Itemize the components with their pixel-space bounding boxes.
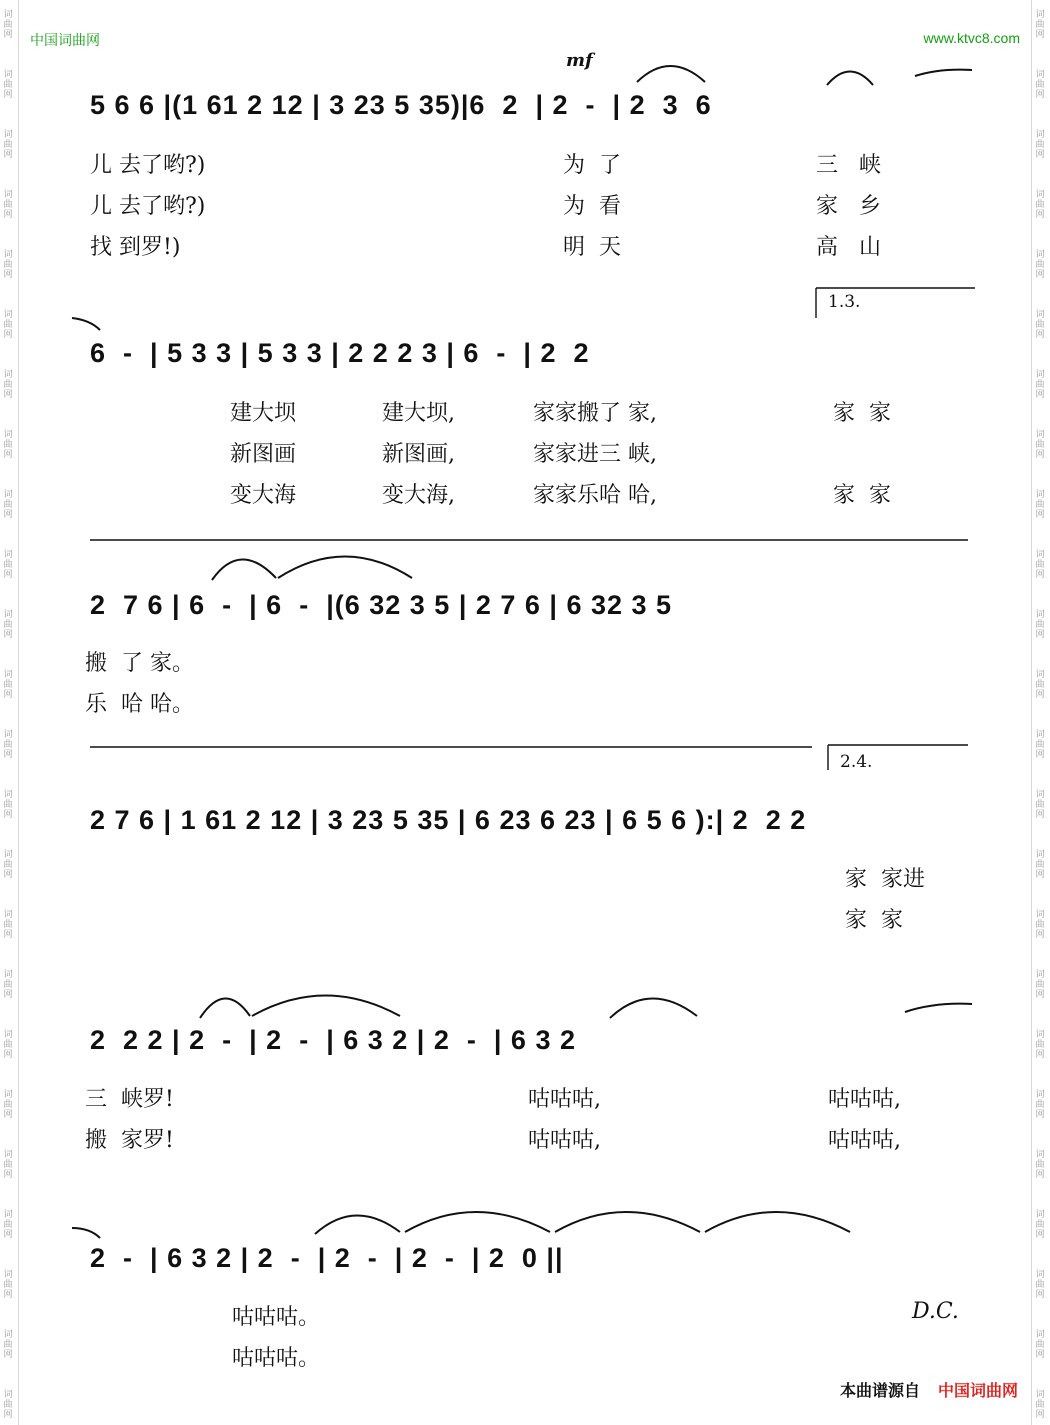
lyric-verse-1: 家 家进	[845, 867, 925, 892]
da-capo-marking: D.C.	[912, 1299, 959, 1324]
notation-line: 2 - | 6 3 2 | 2 - | 2 - | 2 - | 2 0 ||	[90, 1243, 564, 1273]
source-credit	[840, 1378, 1018, 1401]
edge-watermark-mark: 词 曲 网	[1035, 1210, 1045, 1240]
edge-watermark-mark: 词 曲 网	[3, 730, 13, 760]
edge-watermark-mark: 词 曲 网	[3, 310, 13, 340]
lyric-verse-2: 咕咕咕,	[528, 1128, 601, 1153]
lyric-verse-1: 咕咕咕。	[232, 1305, 321, 1330]
dynamic-marking: mf	[566, 50, 593, 71]
slur	[200, 998, 250, 1018]
edge-watermark-mark: 词 曲 网	[3, 190, 13, 220]
lyric-verse-3: 找 到罗!)	[90, 235, 181, 260]
edge-watermark-mark: 词 曲 网	[1035, 10, 1045, 40]
edge-watermark-mark: 词 曲 网	[1035, 670, 1045, 700]
lyric-verse-1: 咕咕咕,	[528, 1087, 601, 1112]
lyric-verse-2: 家家进三 峡,	[533, 442, 657, 467]
edge-watermark-mark: 词 曲 网	[1035, 790, 1045, 820]
slur	[705, 1212, 850, 1232]
edge-watermark-mark: 词 曲 网	[3, 250, 13, 280]
lyric-verse-1: 家家搬了 家,	[533, 401, 657, 426]
left-watermark-strip	[0, 0, 19, 1425]
lyric-verse-3: 家 家	[833, 483, 891, 508]
edge-watermark-mark: 词 曲 网	[3, 1150, 13, 1180]
lyric-verse-2: 乐 哈 哈。	[85, 692, 194, 717]
edge-watermark-mark: 词 曲 网	[1035, 190, 1045, 220]
edge-watermark-mark: 词 曲 网	[3, 850, 13, 880]
lyric-verse-1: 咕咕咕,	[828, 1087, 901, 1112]
slur	[405, 1212, 550, 1232]
notation-line: 5 6 6 |(1 61 2 12 | 3 23 5 35)|6 2 | 2 - | 2 3 6	[90, 90, 712, 120]
tie	[915, 70, 972, 76]
edge-watermark-mark: 词 曲 网	[3, 1030, 13, 1060]
lyric-verse-3: 家家乐哈 哈,	[533, 483, 657, 508]
edge-watermark-mark: 词 曲 网	[1035, 310, 1045, 340]
lyric-verse-1: 搬 了 家。	[85, 651, 194, 676]
lyric-verse-1: 建大坝,	[382, 401, 455, 426]
edge-watermark-mark: 词 曲 网	[1035, 850, 1045, 880]
lyric-verse-2: 搬 家罗!	[85, 1128, 174, 1153]
lyric-verse-3: 变大海	[230, 483, 297, 508]
edge-watermark-mark: 词 曲 网	[3, 910, 13, 940]
edge-watermark-mark: 词 曲 网	[1035, 970, 1045, 1000]
edge-watermark-mark: 词 曲 网	[1035, 910, 1045, 940]
lyric-verse-2: 咕咕咕,	[828, 1128, 901, 1153]
lyric-verse-2: 为 看	[563, 194, 621, 219]
slur	[637, 66, 705, 82]
volta-second-ending: 2.4.	[840, 752, 873, 772]
tie	[905, 1004, 972, 1012]
edge-watermark-mark: 词 曲 网	[3, 70, 13, 100]
lyric-verse-2: 家 家	[845, 908, 903, 933]
edge-watermark-mark: 词 曲 网	[3, 1330, 13, 1360]
edge-watermark-mark: 词 曲 网	[1035, 370, 1045, 400]
edge-watermark-mark: 词 曲 网	[3, 1090, 13, 1120]
edge-watermark-mark: 词 曲 网	[3, 610, 13, 640]
lyric-verse-1: 三 峡	[816, 153, 881, 178]
edge-watermark-mark: 词 曲 网	[1035, 1330, 1045, 1360]
edge-watermark-mark: 词 曲 网	[1035, 130, 1045, 160]
volta-first-ending: 1.3.	[828, 292, 861, 312]
edge-watermark-mark: 词 曲 网	[3, 970, 13, 1000]
slur	[315, 1215, 400, 1234]
notation-line: 2 2 2 | 2 - | 2 - | 6 3 2 | 2 - | 6 3 2	[90, 1025, 576, 1055]
lyric-verse-2: 儿 去了哟?)	[90, 194, 206, 219]
edge-watermark-mark: 词 曲 网	[1035, 1090, 1045, 1120]
edge-watermark-mark: 词 曲 网	[1035, 730, 1045, 760]
lyric-verse-2: 新图画	[230, 442, 297, 467]
edge-watermark-mark: 词 曲 网	[1035, 70, 1045, 100]
edge-watermark-mark: 词 曲 网	[1035, 550, 1045, 580]
edge-watermark-mark: 词 曲 网	[3, 130, 13, 160]
edge-watermark-mark: 词 曲 网	[1035, 490, 1045, 520]
edge-watermark-mark: 词 曲 网	[1035, 430, 1045, 460]
edge-watermark-mark: 词 曲 网	[1035, 1150, 1045, 1180]
slur	[252, 996, 400, 1017]
lyric-verse-1: 家 家	[833, 401, 891, 426]
lyric-verse-1: 为 了	[563, 153, 621, 178]
slur	[827, 72, 873, 86]
lyric-verse-1: 儿 去了哟?)	[90, 153, 206, 178]
lyric-verse-3: 明 天	[563, 235, 621, 260]
edge-watermark-mark: 词 曲 网	[3, 490, 13, 520]
lyric-verse-1: 三 峡罗!	[85, 1087, 174, 1112]
lyric-verse-3: 变大海,	[382, 483, 455, 508]
edge-watermark-mark: 词 曲 网	[1035, 610, 1045, 640]
header-site-name[interactable]: 中国词曲网	[30, 32, 100, 48]
slur	[555, 1212, 700, 1232]
lyric-verse-2: 新图画,	[382, 442, 455, 467]
edge-watermark-mark: 词 曲 网	[3, 1390, 13, 1420]
notation-line: 2 7 6 | 1 61 2 12 | 3 23 5 35 | 6 23 6 23 | 6 5 6 ):| 2 2 2	[90, 805, 807, 835]
slur	[212, 559, 276, 580]
edge-watermark-mark: 词 曲 网	[1035, 250, 1045, 280]
lyric-verse-2: 咕咕咕。	[232, 1346, 321, 1371]
edge-watermark-mark: 词 曲 网	[1035, 1390, 1045, 1420]
lyric-verse-1: 建大坝	[230, 401, 297, 426]
edge-watermark-mark: 词 曲 网	[3, 670, 13, 700]
slur	[278, 557, 412, 579]
tie	[72, 318, 100, 330]
edge-watermark-mark: 词 曲 网	[1035, 1270, 1045, 1300]
notation-line: 2 7 6 | 6 - | 6 - |(6 32 3 5 | 2 7 6 | 6 32 3 5	[90, 590, 673, 620]
header-site-url[interactable]: www.ktvc8.com	[923, 30, 1020, 46]
source-credit-label: 本曲谱源自	[839, 1381, 920, 1400]
edge-watermark-mark: 词 曲 网	[3, 790, 13, 820]
notation-line: 6 - | 5 3 3 | 5 3 3 | 2 2 2 3 | 6 - | 2 2	[90, 338, 590, 368]
slur	[610, 998, 697, 1018]
edge-watermark-mark: 词 曲 网	[1035, 1030, 1045, 1060]
edge-watermark-mark: 词 曲 网	[3, 1210, 13, 1240]
edge-watermark-mark: 词 曲 网	[3, 1270, 13, 1300]
lyric-verse-3: 高 山	[816, 235, 881, 260]
lyric-verse-2: 家 乡	[816, 194, 881, 219]
source-credit-site-link[interactable]: 中国词曲网	[937, 1381, 1018, 1400]
tie	[72, 1228, 100, 1238]
edge-watermark-mark: 词 曲 网	[3, 550, 13, 580]
edge-watermark-mark: 词 曲 网	[3, 10, 13, 40]
right-watermark-strip	[1031, 0, 1050, 1425]
edge-watermark-mark: 词 曲 网	[3, 430, 13, 460]
edge-watermark-mark: 词 曲 网	[3, 370, 13, 400]
